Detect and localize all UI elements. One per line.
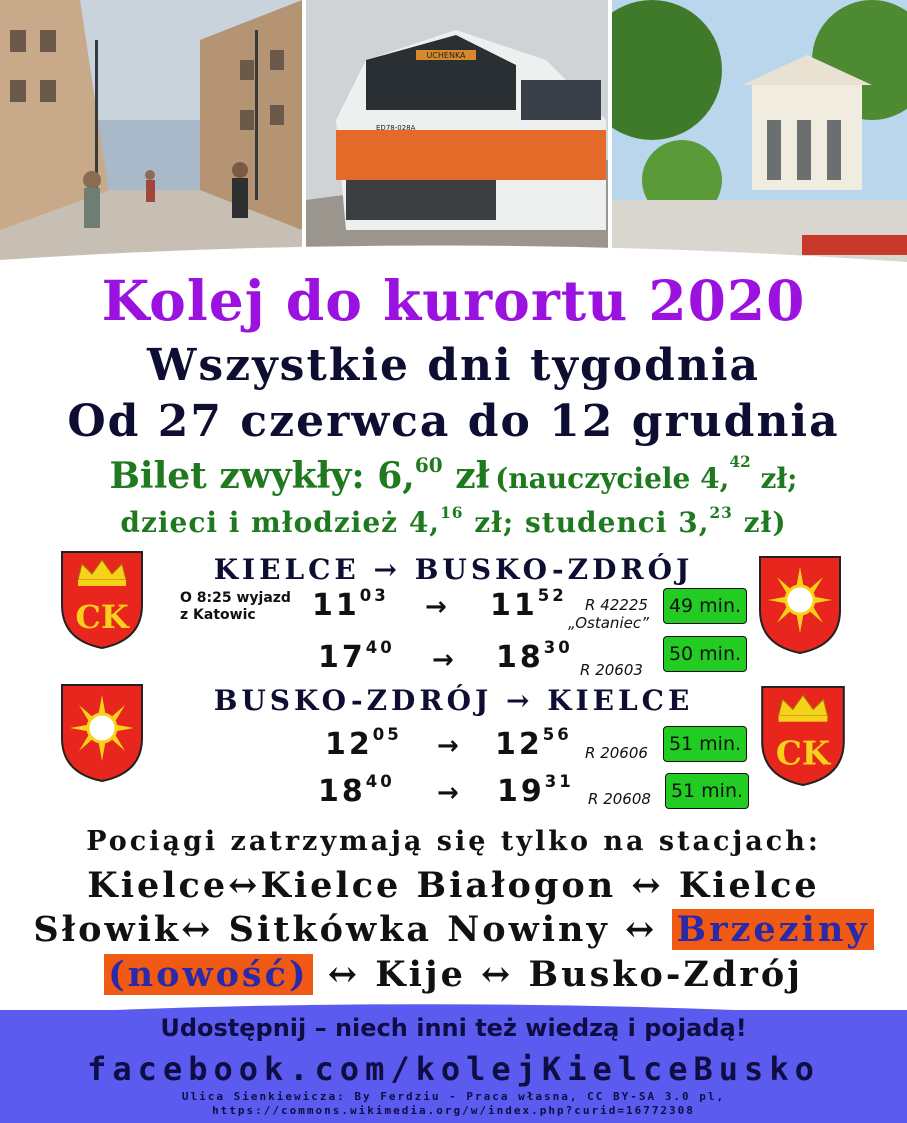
duration-badge: 50 min.	[663, 636, 747, 672]
arrival-minute: 30	[543, 638, 573, 657]
train-number: R 42225	[585, 596, 648, 614]
ticket-label: Bilet zwykły: 6,	[109, 455, 415, 497]
student-price-unit: zł)	[732, 506, 787, 539]
route2-header: BUSKO-ZDRÓJ → KIELCE	[213, 684, 694, 717]
street-photo	[0, 0, 302, 262]
youth-price-sup: 16	[440, 504, 464, 522]
departure-minute: 40	[365, 638, 395, 657]
train-number-text: ED78-028A	[376, 124, 416, 132]
page-title: Kolej do kurortu 2020	[101, 268, 806, 333]
arrival-hour: 12	[495, 727, 543, 762]
stops-heading: Pociągi zatrzymają się tylko na stacjach:	[86, 826, 821, 857]
arrival-hour: 19	[497, 774, 545, 809]
stops-line1: Kielce↔Kielce Białogon ↔ Kielce	[87, 865, 820, 906]
stops-line3	[0, 954, 907, 995]
arrow: →	[437, 778, 459, 808]
days-subtitle: Wszystkie dni tygodnia	[146, 340, 761, 391]
duration-badge: 51 min.	[665, 773, 749, 809]
katowice-note	[180, 590, 291, 624]
date-range-subtitle: Od 27 czerwca do 12 grudnia	[67, 396, 840, 447]
arrival-time	[497, 774, 574, 809]
arrow: →	[425, 592, 447, 622]
student-price-text: zł; studenci 3,	[463, 506, 710, 539]
ticket-prices-line1	[0, 455, 907, 497]
brzeziny-highlight: Brzeziny	[672, 909, 873, 950]
arrival-minute: 31	[544, 772, 574, 791]
teacher-price	[495, 453, 798, 495]
arrival-hour: 11	[490, 588, 538, 623]
duration-badge: 49 min.	[663, 588, 747, 624]
departure-minute: 40	[365, 772, 395, 791]
departure-time	[318, 774, 395, 809]
departure-hour: 11	[312, 588, 360, 623]
student-price-sup: 23	[709, 504, 733, 522]
youth-price-text: dzieci i młodzież 4,	[120, 506, 441, 539]
departure-time	[312, 588, 389, 623]
kielce-letters: CK	[775, 733, 831, 773]
photo-credit-line2[interactable]: https://commons.wikimedia.org/w/index.php?curid=16772308	[212, 1104, 695, 1117]
departure-hour: 17	[318, 640, 366, 675]
train-name: „Ostaniec”	[568, 614, 649, 632]
train-number: R 20603	[580, 661, 643, 679]
ticket-price-unit: zł	[442, 455, 490, 497]
ticket-prices-line2	[0, 506, 907, 539]
photo-credit-line1: Ulica Sienkiewicza: By Ferdziu - Praca własna, CC BY-SA 3.0 pl,	[181, 1090, 726, 1103]
route1-header: KIELCE → BUSKO-ZDRÓJ	[213, 553, 694, 586]
kielce-letters: CK	[75, 598, 129, 636]
arrival-time	[495, 727, 572, 762]
stops-line2	[0, 909, 907, 950]
facebook-link[interactable]: facebook.com/kolejKielceBusko	[87, 1050, 820, 1088]
duration-badge: 51 min.	[663, 726, 747, 762]
arrival-hour: 18	[496, 640, 544, 675]
train-number: R 20606	[585, 744, 648, 762]
departure-minute: 05	[372, 725, 402, 744]
spa-park-photo	[612, 0, 907, 262]
departure-hour: 18	[318, 774, 366, 809]
departure-time	[325, 727, 402, 762]
teacher-price-unit: zł;	[750, 462, 798, 495]
katowice-note-line1: O 8:25 wyjazd	[180, 590, 291, 606]
teacher-price-sup: 42	[729, 453, 751, 471]
arrow: →	[432, 645, 454, 675]
arrow: →	[437, 731, 459, 761]
stops-line3-text: ↔ Kije ↔ Busko-Zdrój	[312, 954, 803, 995]
train-photo	[306, 0, 608, 262]
teacher-price-text: (nauczyciele 4,	[495, 462, 730, 495]
stops-line2-text: Słowik↔ Sitkówka Nowiny ↔	[33, 909, 673, 950]
train-display-text: UCHENKA	[426, 51, 466, 60]
ticket-price-sup: 60	[414, 453, 443, 477]
departure-time	[318, 640, 395, 675]
train-number: R 20608	[588, 790, 651, 808]
arrival-minute: 56	[542, 725, 572, 744]
departure-hour: 12	[325, 727, 373, 762]
share-message: Udostępnij – niech inni też wiedzą i pojadą!	[160, 1014, 747, 1042]
arrival-time	[490, 588, 567, 623]
new-station-highlight: (nowość)	[104, 954, 312, 995]
katowice-note-line2: z Katowic	[180, 607, 256, 623]
arrival-minute: 52	[537, 586, 567, 605]
arrival-time	[496, 640, 573, 675]
departure-minute: 03	[359, 586, 389, 605]
